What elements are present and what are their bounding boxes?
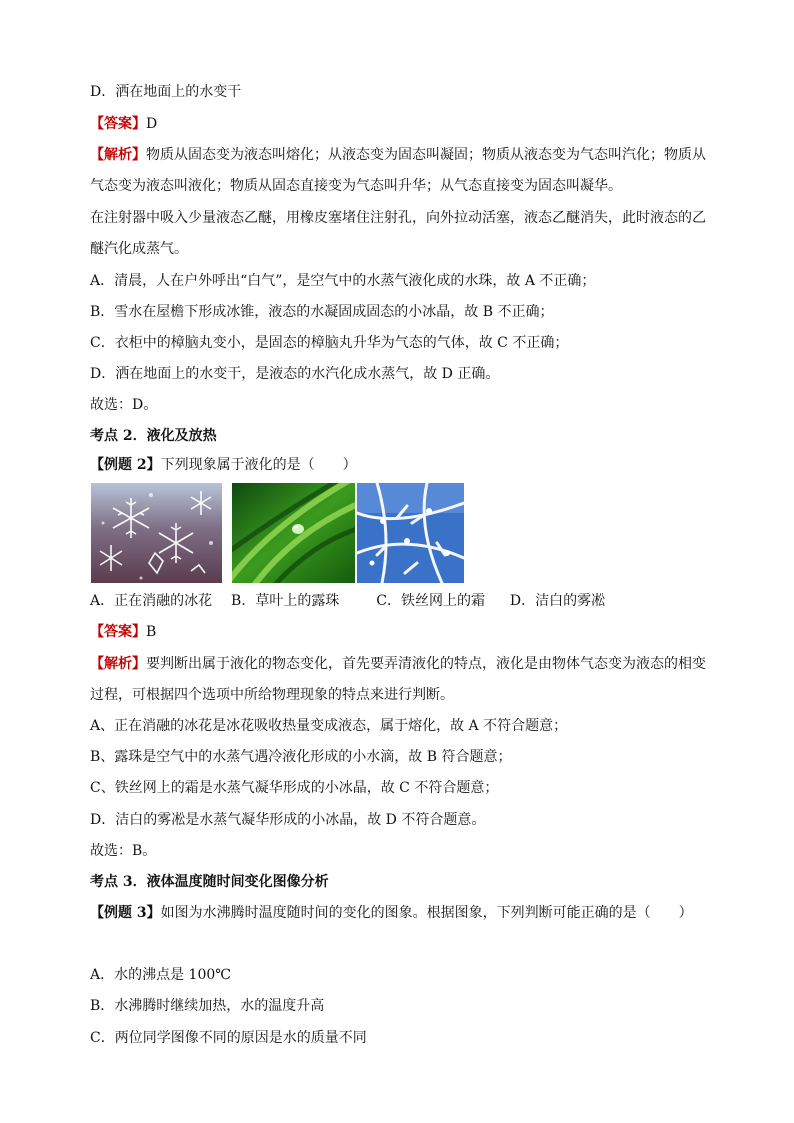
example-3-option-a: A．水的沸点是 100℃	[90, 967, 231, 983]
section-2-title: 考点 2．液化及放热	[90, 428, 217, 444]
dew-on-grass-photo	[232, 483, 355, 583]
answer-value: D	[146, 116, 158, 132]
section-3-title: 考点 3．液体温度随时间变化图像分析	[90, 874, 329, 890]
example-tag: 【例题 2】	[90, 457, 161, 473]
analysis-2-option-d: D．洁白的雾凇是水蒸气凝华形成的小冰晶，故 D 不符合题意。	[90, 812, 486, 828]
analysis-2-option-c: C、铁丝网上的霜是水蒸气凝华形成的小冰晶，故 C 不符合题意；	[90, 780, 499, 796]
answer-tag: 【答案】	[90, 116, 146, 132]
analysis-2-line-1	[90, 654, 706, 674]
example-text: 如图为水沸腾时温度随时间的变化的图象。根据图象，下列判断可能正确的是（ ）	[160, 905, 693, 921]
analysis-1-option-a: A．清晨，人在户外呼出“白气”，是空气中的水蒸气液化成的水珠，故 A 不正确；	[90, 273, 596, 289]
ice-flower-photo	[91, 483, 222, 583]
analysis-2-line-2: 过程，可根据四个选项中所给物理现象的特点来进行判断。	[90, 687, 454, 703]
analysis-1-option-b: B．雪水在屋檐下形成冰锥，液态的水凝固成固态的小冰晶，故 B 不正确；	[90, 304, 554, 320]
analysis-1-option-d: D．洒在地面上的水变干，是液态的水汽化成水蒸气，故 D 正确。	[90, 366, 500, 382]
example-3-question	[90, 903, 693, 923]
option-d: D．洁白的雾凇	[509, 593, 606, 609]
answer-1	[90, 114, 157, 134]
analysis-tag: 【解析】	[90, 147, 146, 163]
analysis-tag: 【解析】	[90, 656, 146, 672]
analysis-2-option-b: B、露珠是空气中的水蒸气遇冷液化形成的小水滴，故 B 符合题意；	[90, 749, 512, 765]
analysis-text: 要判断出属于液化的物态变化，首先要弄清液化的特点，液化是由物体气态变为液态的相变	[146, 656, 706, 672]
analysis-1-line-3: 在注射器中吸入少量液态乙醚，用橡皮塞堵住注射孔，向外拉动活塞，液态乙醚消失，此时液态的乙	[90, 210, 706, 226]
example-3-option-c: C．两位同学图像不同的原因是水的质量不同	[90, 1030, 367, 1046]
answer-2	[90, 622, 156, 642]
analysis-1-choice: 故选：D。	[90, 397, 158, 413]
q1-option-d: D．洒在地面上的水变干	[90, 84, 242, 100]
option-a: A．正在消融的冰花	[90, 593, 213, 609]
option-b: B．草叶上的露珠	[231, 593, 340, 609]
analysis-1-line-2: 气态变为液态叫液化；物质从固态直接变为气态叫升华；从气态直接变为固态叫凝华。	[90, 178, 622, 194]
example-3-option-b: B．水沸腾时继续加热，水的温度升高	[90, 998, 325, 1014]
answer-value: B	[146, 624, 157, 640]
analysis-2-option-a: A、正在消融的冰花是冰花吸收热量变成液态，属于熔化，故 A 不符合题意；	[90, 718, 568, 734]
analysis-1-option-c: C．衣柜中的樟脑丸变小，是固态的樟脑丸升华为气态的气体，故 C 不正确；	[90, 335, 569, 351]
example-2-options	[90, 591, 605, 611]
example-text: 下列现象属于液化的是（ ）	[160, 457, 357, 473]
answer-tag: 【答案】	[90, 624, 146, 640]
analysis-2-choice: 故选：B。	[90, 843, 157, 859]
analysis-1-line-1	[90, 145, 706, 165]
frost-on-wire-photo	[357, 483, 464, 583]
analysis-1-line-4: 醚汽化成蒸气。	[90, 241, 188, 257]
example-tag: 【例题 3】	[90, 905, 161, 921]
analysis-text: 物质从固态变为液态叫熔化；从液态变为固态叫凝固；物质从液态变为气态叫汽化；物质从	[146, 147, 706, 163]
option-c: C．铁丝网上的霜	[376, 593, 485, 609]
example-2-question	[90, 455, 357, 475]
